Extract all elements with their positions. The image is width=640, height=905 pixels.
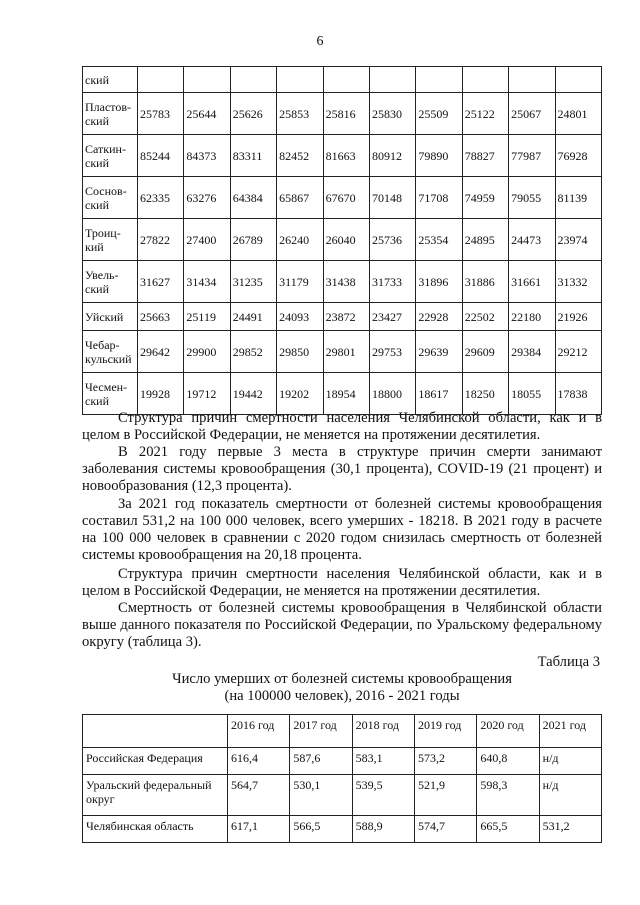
- rate-cell: 521,9: [414, 775, 476, 816]
- population-cell: 63276: [184, 177, 230, 219]
- rate-cell: 617,1: [228, 816, 290, 843]
- population-cell: 19928: [138, 373, 184, 415]
- table-label: Таблица 3: [537, 654, 600, 670]
- population-cell: [138, 67, 184, 93]
- population-cell: 19202: [277, 373, 323, 415]
- table-row: [83, 261, 602, 303]
- population-cell: [509, 67, 555, 93]
- population-cell: 70148: [369, 177, 415, 219]
- rate-cell: 573,2: [414, 748, 476, 775]
- population-cell: 31896: [416, 261, 462, 303]
- population-cell: 29384: [509, 331, 555, 373]
- population-cell: 24491: [230, 303, 276, 331]
- population-cell: 29212: [555, 331, 601, 373]
- population-cell: 29850: [277, 331, 323, 373]
- population-cell: 29753: [369, 331, 415, 373]
- population-cell: [230, 67, 276, 93]
- population-cell: 18250: [462, 373, 508, 415]
- page-number: 6: [316, 34, 324, 49]
- population-cell: 25626: [230, 93, 276, 135]
- column-header: 2020 год: [477, 715, 539, 748]
- population-cell: [462, 67, 508, 93]
- population-cell: 64384: [230, 177, 276, 219]
- population-cell: 74959: [462, 177, 508, 219]
- district-name: Увель-ский: [83, 261, 138, 303]
- rate-cell: 616,4: [228, 748, 290, 775]
- population-cell: 76928: [555, 135, 601, 177]
- population-cell: 25830: [369, 93, 415, 135]
- population-cell: 25122: [462, 93, 508, 135]
- population-cell: 27822: [138, 219, 184, 261]
- table-row: [83, 331, 602, 373]
- paragraph-top-causes: В 2021 году первые 3 места в структуре причин смерти занимают заболевания системы кровообращения (30,1 процента), COVID-19 (21 процент) и новообразования (12,3 процента).: [82, 444, 602, 494]
- population-cell: 29852: [230, 331, 276, 373]
- population-cell: 24473: [509, 219, 555, 261]
- population-cell: 80912: [369, 135, 415, 177]
- population-cell: 29642: [138, 331, 184, 373]
- paragraph-circulatory-rate: За 2021 год показатель смертности от болезней системы кровообращения составил 531,2 на 100 000 человек, всего умерших - 18218. В 2021 году в расчете на 100 000 человек в сравнении с 2020 годом снизилась смертность от болезней системы кровообращения на 20,18 процента.: [82, 496, 602, 563]
- population-cell: 18055: [509, 373, 555, 415]
- population-cell: 24895: [462, 219, 508, 261]
- population-cell: 31332: [555, 261, 601, 303]
- table-row: [83, 93, 602, 135]
- population-cell: 82452: [277, 135, 323, 177]
- district-name: ский: [83, 67, 138, 93]
- population-cell: [184, 67, 230, 93]
- population-cell: 25354: [416, 219, 462, 261]
- rate-cell: 531,2: [539, 816, 601, 843]
- population-cell: 81663: [323, 135, 369, 177]
- population-cell: 26040: [323, 219, 369, 261]
- rate-cell: 587,6: [290, 748, 352, 775]
- population-table: [82, 66, 602, 415]
- population-cell: 25509: [416, 93, 462, 135]
- population-cell: 26789: [230, 219, 276, 261]
- population-cell: 18954: [323, 373, 369, 415]
- population-cell: 65867: [277, 177, 323, 219]
- table-title-line-2: (на 100000 человек), 2016 - 2021 годы: [224, 688, 460, 704]
- population-cell: [555, 67, 601, 93]
- district-name: Уйский: [83, 303, 138, 331]
- district-name: Саткин-ский: [83, 135, 138, 177]
- rate-cell: н/д: [539, 775, 601, 816]
- paragraph-comparison: Смертность от болезней системы кровообращения в Челябинской области выше данного показателя по Российской Федерации, по Уральскому федеральному округу (таблица 3).: [82, 600, 602, 650]
- population-cell: 79890: [416, 135, 462, 177]
- population-cell: 62335: [138, 177, 184, 219]
- column-header: 2019 год: [414, 715, 476, 748]
- population-cell: 25853: [277, 93, 323, 135]
- population-cell: 25067: [509, 93, 555, 135]
- population-cell: 79055: [509, 177, 555, 219]
- population-cell: 26240: [277, 219, 323, 261]
- population-cell: 31235: [230, 261, 276, 303]
- rate-cell: 598,3: [477, 775, 539, 816]
- column-header: 2017 год: [290, 715, 352, 748]
- population-cell: 78827: [462, 135, 508, 177]
- population-cell: 19442: [230, 373, 276, 415]
- table-title-line-1: Число умерших от болезней системы кровообращения: [172, 671, 512, 687]
- population-cell: 24093: [277, 303, 323, 331]
- rate-cell: 539,5: [352, 775, 414, 816]
- table-row: [83, 373, 602, 415]
- district-name: Чебар-кульский: [83, 331, 138, 373]
- population-cell: 31627: [138, 261, 184, 303]
- table-row: [83, 303, 602, 331]
- population-cell: 31438: [323, 261, 369, 303]
- column-header: 2018 год: [352, 715, 414, 748]
- population-cell: 23427: [369, 303, 415, 331]
- table-title: [82, 671, 602, 705]
- population-cell: [416, 67, 462, 93]
- population-cell: 71708: [416, 177, 462, 219]
- population-cell: 23872: [323, 303, 369, 331]
- population-cell: 21926: [555, 303, 601, 331]
- population-cell: 81139: [555, 177, 601, 219]
- population-cell: 22502: [462, 303, 508, 331]
- rate-cell: 566,5: [290, 816, 352, 843]
- district-name: Троиц-кий: [83, 219, 138, 261]
- population-cell: 29900: [184, 331, 230, 373]
- population-cell: 31434: [184, 261, 230, 303]
- population-cell: 83311: [230, 135, 276, 177]
- population-cell: 18800: [369, 373, 415, 415]
- region-name: Российская Федерация: [83, 748, 228, 775]
- column-header: 2016 год: [228, 715, 290, 748]
- population-cell: 17838: [555, 373, 601, 415]
- population-cell: 77987: [509, 135, 555, 177]
- population-cell: 25644: [184, 93, 230, 135]
- population-cell: 25119: [184, 303, 230, 331]
- population-cell: 29801: [323, 331, 369, 373]
- header-row: [83, 715, 602, 748]
- rate-cell: 530,1: [290, 775, 352, 816]
- table-row: [83, 177, 602, 219]
- rate-cell: 574,7: [414, 816, 476, 843]
- rate-cell: 640,8: [477, 748, 539, 775]
- population-cell: 31733: [369, 261, 415, 303]
- table-row: [83, 219, 602, 261]
- population-cell: 22928: [416, 303, 462, 331]
- population-cell: 25663: [138, 303, 184, 331]
- population-cell: 24801: [555, 93, 601, 135]
- table-row: [83, 748, 602, 775]
- population-cell: 23974: [555, 219, 601, 261]
- population-cell: 85244: [138, 135, 184, 177]
- column-header: [83, 715, 228, 748]
- table-row: [83, 135, 602, 177]
- population-cell: 25783: [138, 93, 184, 135]
- population-cell: 67670: [323, 177, 369, 219]
- rate-cell: н/д: [539, 748, 601, 775]
- rate-cell: 583,1: [352, 748, 414, 775]
- population-cell: 25816: [323, 93, 369, 135]
- district-name: Чесмен-ский: [83, 373, 138, 415]
- population-cell: 31661: [509, 261, 555, 303]
- circulatory-mortality-table: [82, 714, 602, 843]
- population-cell: 18617: [416, 373, 462, 415]
- rate-cell: 588,9: [352, 816, 414, 843]
- paragraph-structure-1: Структура причин смертности населения Челябинской области, как и в целом в Российской Федерации, не меняется на протяжении десятилетия.: [82, 410, 602, 443]
- population-cell: 29639: [416, 331, 462, 373]
- rate-cell: 564,7: [228, 775, 290, 816]
- population-cell: 22180: [509, 303, 555, 331]
- population-cell: 25736: [369, 219, 415, 261]
- rate-cell: 665,5: [477, 816, 539, 843]
- population-cell: 31179: [277, 261, 323, 303]
- region-name: Уральский федеральный округ: [83, 775, 228, 816]
- population-cell: 29609: [462, 331, 508, 373]
- population-cell: [323, 67, 369, 93]
- table-row: [83, 775, 602, 816]
- region-name: Челябинская область: [83, 816, 228, 843]
- population-cell: 27400: [184, 219, 230, 261]
- column-header: 2021 год: [539, 715, 601, 748]
- population-cell: [277, 67, 323, 93]
- population-cell: 19712: [184, 373, 230, 415]
- paragraph-structure-2: Структура причин смертности населения Челябинской области, как и в целом в Российской Федерации, не меняется на протяжении десятилетия.: [82, 566, 602, 599]
- table-row: [83, 816, 602, 843]
- population-cell: [369, 67, 415, 93]
- table-row: [83, 67, 602, 93]
- district-name: Пластов-ский: [83, 93, 138, 135]
- district-name: Соснов-ский: [83, 177, 138, 219]
- population-cell: 31886: [462, 261, 508, 303]
- population-cell: 84373: [184, 135, 230, 177]
